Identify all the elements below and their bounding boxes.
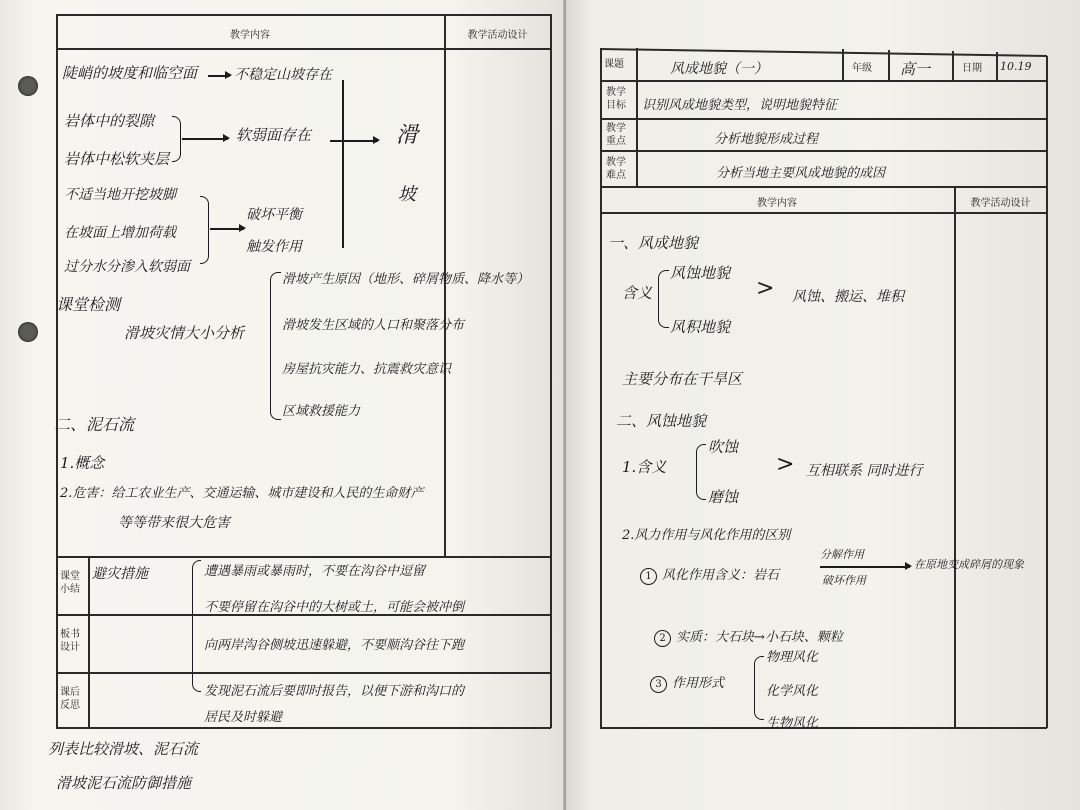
bracket (696, 444, 706, 500)
note-line: 居民及时躲避 (204, 710, 283, 725)
connector-line (342, 80, 344, 248)
reflection-label: 课后 反思 (60, 687, 80, 711)
info-label-divider (636, 48, 638, 186)
note-line: 作用形式 (672, 676, 725, 691)
note-line: 岩体中松软夹层 (64, 150, 170, 168)
date-label: 日期 (962, 63, 982, 74)
note-line: 二、风蚀地貌 (616, 412, 707, 430)
note-line: 触发作用 (246, 239, 302, 255)
note-line: 遭遇暴雨或暴雨时，不要在沟谷中逗留 (204, 564, 426, 579)
table-footer-divider (56, 556, 551, 558)
note-line: 在坡面上增加荷载 (64, 225, 176, 241)
note-line: 化学风化 (766, 684, 819, 699)
punch-hole (18, 322, 38, 342)
info-cell-divider (888, 50, 890, 81)
bracket (270, 272, 281, 420)
note-line: 岩体中的裂隙 (64, 112, 155, 130)
note-line: 二、泥石流 (54, 415, 135, 434)
topic-value: 风成地貌（一） (670, 61, 768, 77)
note-line: 物理风化 (766, 650, 819, 665)
arrow (182, 138, 228, 140)
arrow (330, 140, 378, 142)
circled-number: 3 (650, 676, 667, 693)
table-border-bottom (600, 727, 1047, 729)
footer-label-divider (88, 556, 90, 728)
right-notebook-page (566, 0, 1080, 810)
topic-label: 课题 (604, 59, 624, 70)
grade-value: 高一 (900, 60, 931, 78)
note-line: 含义 (622, 284, 653, 302)
note-line: 课堂检测 (56, 295, 121, 314)
arrow (210, 228, 244, 230)
note-line: 不要停留在沟谷中的大树或土，可能会被冲倒 (204, 600, 465, 615)
punch-hole (18, 76, 38, 96)
note-line: 主要分布在干旱区 (622, 370, 743, 388)
greater-than-symbol: > (756, 276, 775, 301)
table-border-left (56, 14, 58, 728)
note-line: 破坏作用 (822, 574, 866, 587)
info-row-divider (600, 186, 1047, 188)
key-point-label: 教学 重点 (606, 123, 626, 147)
note-line: 等等带来很大危害 (118, 515, 230, 531)
activity-header: 教学活动设计 (467, 30, 528, 41)
note-line: 过分水分渗入软弱面 (64, 259, 190, 275)
note-line: 软弱面存在 (236, 126, 312, 144)
arrow (208, 75, 230, 77)
summary-label: 课堂 小结 (60, 571, 80, 595)
note-line: 向两岸沟谷侧坡迅速躲避，不要顺沟谷往下跑 (204, 638, 465, 653)
arrow (820, 566, 910, 568)
note-line: 分解作用 (820, 548, 864, 561)
info-row-divider (600, 118, 1047, 120)
circled-number: 1 (640, 568, 657, 585)
bracket (192, 560, 201, 692)
note-line: 避灾措施 (92, 566, 148, 582)
note-line: 实质：大石块→小石块、颗粒 (676, 630, 843, 645)
note-line: 滑坡泥石流防御措施 (56, 774, 192, 792)
content-header: 教学内容 (230, 30, 270, 41)
table-border-bottom (56, 727, 551, 729)
content-header: 教学内容 (757, 198, 797, 209)
table-border-right (1046, 56, 1048, 728)
grade-label: 年级 (852, 63, 872, 74)
note-line: 陡峭的坡度和临空面 (62, 64, 198, 82)
note-line: 磨蚀 (708, 488, 739, 506)
note-line: 滑坡产生原因（地形、碎屑物质、降水等） (282, 272, 530, 287)
note-line: 发现泥石流后要即时报告，以便下游和沟口的 (204, 684, 465, 699)
info-row-divider (600, 80, 1047, 82)
table-column-divider (954, 186, 956, 728)
info-row-divider (600, 150, 1047, 152)
note-line: 风蚀地貌 (670, 264, 731, 282)
date-value: 10.19 (1000, 60, 1032, 73)
greater-than-symbol: > (776, 452, 795, 477)
info-cell-divider (952, 51, 954, 81)
difficulty-value: 分析当地主要风成地貌的成因 (716, 166, 886, 181)
goal-value: 识别风成地貌类型，说明地貌特征 (642, 98, 838, 113)
note-line: 房屋抗灾能力、抗震救灾意识 (282, 362, 452, 377)
big-character: 坡 (398, 184, 416, 205)
table-header-divider (600, 212, 1047, 214)
table-border-right (550, 14, 552, 728)
note-line: 在原地变成碎屑的现象 (914, 558, 1024, 571)
goal-label: 教学 目标 (606, 87, 626, 111)
note-line: 吹蚀 (708, 438, 739, 456)
bracket (172, 116, 181, 162)
note-line: 互相联系 同时进行 (806, 463, 923, 479)
note-line: 一、风成地貌 (608, 234, 699, 252)
note-line: 不稳定山坡存在 (234, 67, 332, 83)
note-line: 区域救援能力 (282, 404, 361, 419)
note-line: 不适当地开挖坡脚 (64, 187, 176, 203)
note-line: 生物风化 (766, 716, 819, 731)
big-character: 滑 (396, 123, 419, 148)
table-footer-row-divider (56, 672, 551, 674)
board-design-label: 板书 设计 (60, 629, 80, 653)
difficulty-label: 教学 难点 (606, 157, 626, 181)
table-border-top (600, 48, 1047, 57)
note-line: 滑坡灾情大小分析 (124, 324, 245, 342)
note-line: 风积地貌 (670, 318, 731, 336)
note-line: 2.风力作用与风化作用的区别 (622, 528, 791, 543)
note-line: 1.概念 (60, 454, 105, 472)
table-border-top (56, 14, 551, 16)
note-line: 2.危害：给工农业生产、交通运输、城市建设和人民的生命财产 (60, 486, 424, 501)
note-line: 风化作用含义：岩石 (662, 568, 780, 583)
activity-header: 教学活动设计 (970, 198, 1031, 209)
bracket (200, 196, 209, 264)
bracket (754, 656, 764, 720)
info-cell-divider (996, 52, 998, 81)
note-line: 破坏平衡 (246, 207, 302, 223)
note-line: 风蚀、搬运、堆积 (792, 289, 904, 305)
bracket (658, 270, 669, 328)
note-line: 1.含义 (622, 458, 667, 476)
table-header-divider (56, 48, 551, 50)
info-cell-divider (842, 49, 844, 81)
key-point-value: 分析地貌形成过程 (714, 132, 819, 147)
note-line: 列表比较滑坡、泥石流 (48, 740, 199, 758)
note-line: 滑坡发生区域的人口和聚落分布 (282, 318, 465, 333)
circled-number: 2 (654, 630, 671, 647)
